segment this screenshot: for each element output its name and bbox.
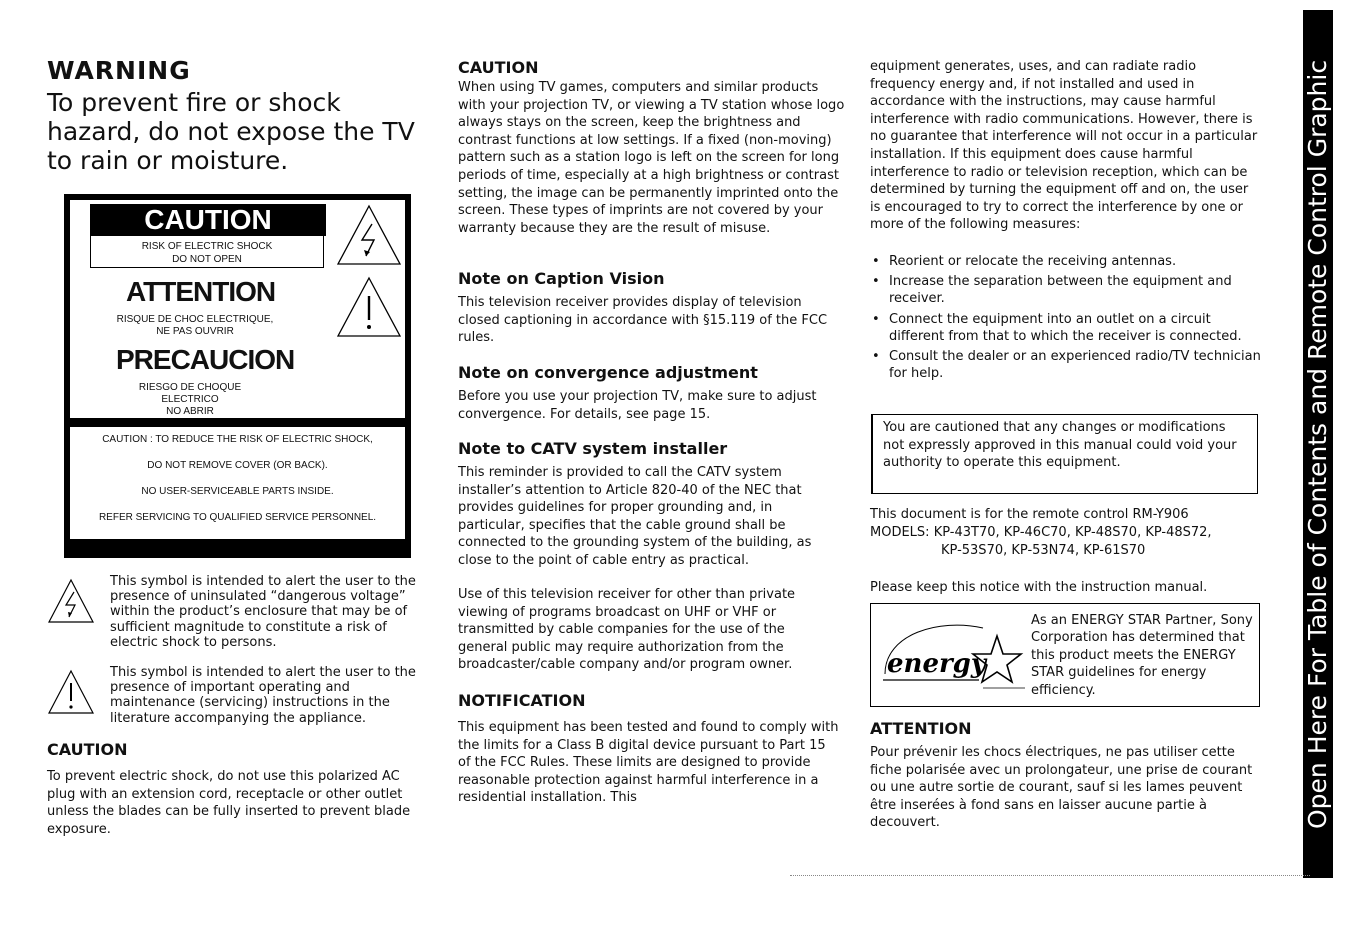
attention-label-line2: NE PAS OUVRIR: [156, 326, 234, 337]
caution-games-text: When using TV games, computers and similar products with your projection TV, or viewing a TV station whose logo always stays on the screen, keep the brightness and contrast functions at low settings. If a fixed (non-moving) pattern such as a station logo is left on the screen for long periods of time, especially at a high brightness or contrast setting, the image can be permanently imprinted onto the screen. These types of imprints are not covered by your warranty because they are the result of misuse.: [458, 80, 845, 236]
energy-star-logo: [879, 614, 1027, 694]
catv-text-1: This reminder is provided to call the CATV system installer’s attention to Article 820-40 of the NEC that provides guidelines for proper grounding and, in particular, specifies that the cable ground shall be connected to the grounding system of the building, as close to the point of cable entry as practical.: [458, 465, 812, 568]
list-item: • Reorient or relocate the receiving antennas.: [870, 253, 1265, 270]
keep-notice-text: Please keep this notice with the instruction manual.: [870, 580, 1208, 595]
list-item: • Connect the equipment into an outlet on a circuit different from that to which the receiver is connected.: [870, 311, 1265, 345]
attention-fr-text: Pour prévenir les chocs électriques, ne pas utiliser cette fiche polarisée avec un prolongateur, une prise de courant ou une autre sortie de courant, sauf si les lames peuvent être inserées à fond sans en laisser aucune partie à decouvert.: [870, 745, 1253, 831]
list-item: • Consult the dealer or an experienced radio/TV technician for help.: [870, 348, 1265, 382]
precaucion-label-sub: [110, 382, 270, 418]
lightning-triangle-icon: [336, 204, 402, 266]
caution-label-title: CAUTION: [90, 204, 326, 236]
energy-star-box: [870, 603, 1260, 707]
caution-lower-line1: CAUTION : TO REDUCE THE RISK OF ELECTRIC SHOCK,: [102, 434, 373, 445]
notification-text: This equipment has been tested and found to comply with the limits for a Class B digital device pursuant to Part 15 of the FCC Rules. These limits are designed to provide reasonable protection against harmful interference in a residential installation. This: [458, 720, 839, 806]
attention-fr-heading: ATTENTION: [870, 719, 972, 738]
caution-label-line1: RISK OF ELECTRIC SHOCK: [141, 241, 273, 252]
caution-label-panel: [64, 194, 411, 558]
caption-vision-heading: Note on Caption Vision: [458, 269, 665, 288]
catv-text-2: Use of this television receiver for other than private viewing of programs broadcast on UHF or VHF or transmitted by cable companies for the use of the general public may require authorization from the broadcaster/cable company and/or program owner.: [458, 587, 796, 673]
energy-logo-text: energy: [887, 649, 986, 679]
caution-label-upper: [70, 200, 405, 418]
lightning-symbol-note: [47, 574, 427, 650]
energy-star-text: As an ENERGY STAR Partner, Sony Corporation has determined that this product meets the ENERGY STAR guidelines for energy efficiency.: [1031, 613, 1253, 698]
models-label: MODELS:: [870, 525, 930, 540]
sidebar-tab-label: Open Here For Table of Contents and Remote Control Graphic: [1303, 59, 1332, 829]
attention-label-title: ATTENTION: [126, 276, 276, 307]
models-line-1: KP-43T70, KP-46C70, KP-48S70, KP-48S72,: [933, 525, 1212, 540]
precaucion-label-line2: NO ABRIR: [166, 406, 214, 417]
interference-measures-list: [870, 253, 1265, 385]
caution-label-line2: DO NOT OPEN: [172, 254, 242, 265]
exclamation-symbol-note: [47, 665, 427, 726]
lightning-symbol-text: This symbol is intended to alert the user to the presence of uninsulated “dangerous voltage” within the product’s enclosure that may be of sufficient magnitude to constitute a risk of electric shock to persons.: [110, 574, 416, 650]
scan-artifact-line: [790, 875, 1310, 879]
caution-lower-line4: REFER SERVICING TO QUALIFIED SERVICE PERSONNEL.: [98, 512, 377, 523]
warning-heading: WARNING: [47, 56, 191, 85]
convergence-heading: Note on convergence adjustment: [458, 363, 758, 382]
notification-heading: NOTIFICATION: [458, 691, 586, 710]
caption-vision-text: This television receiver provides display of television closed captioning in accordance with §15.119 of the FCC rules.: [458, 295, 828, 346]
caution-games-heading: CAUTION: [458, 58, 539, 77]
exclamation-triangle-icon: [47, 669, 95, 715]
precaucion-label-line1: RIESGO DE CHOQUE ELECTRICO: [138, 382, 242, 405]
exclamation-symbol-text: This symbol is intended to alert the user to the presence of important operating and maintenance (servicing) instructions in the literature accompanying the appliance.: [110, 665, 416, 726]
caution-label-lower: [70, 427, 405, 539]
caution-label-sub: [90, 236, 324, 268]
catv-heading: Note to CATV system installer: [458, 439, 728, 458]
attention-label-sub: [110, 314, 280, 338]
precaucion-label-title: PRECAUCION: [116, 344, 295, 375]
lightning-triangle-icon: [47, 578, 95, 624]
notification-continued-text: equipment generates, uses, and can radiate radio frequency energy and, if not installed and used in accordance with the instructions, may cause harmful interference with radio communications. However, there is no guarantee that interference will not occur in a particular installation. If this equipment does cause harmful interference to radio or television reception, which can be determined by turning the equipment off and on, the user is encouraged to try to correct the interference by one or more of the following measures:: [870, 59, 1258, 233]
caution-plug-heading: CAUTION: [47, 740, 128, 759]
attention-label-line1: RISQUE DE CHOC ELECTRIQUE,: [116, 314, 274, 325]
models-block: [870, 524, 1262, 559]
models-line-2: KP-53S70, KP-53N74, KP-61S70: [941, 542, 1146, 558]
cautioned-box: You are cautioned that any changes or modifications not expressly approved in this manual could void your authority to operate this equipment.: [871, 414, 1258, 494]
caution-lower-line2: DO NOT REMOVE COVER (OR BACK).: [147, 460, 328, 471]
convergence-text: Before you use your projection TV, make sure to adjust convergence. For details, see page 15.: [458, 389, 817, 422]
warning-subheading: To prevent fire or shock hazard, do not expose the TV to rain or moisture.: [47, 88, 415, 175]
exclamation-triangle-icon: [336, 276, 402, 338]
list-item: • Increase the separation between the equipment and receiver.: [870, 273, 1265, 307]
remote-document-line: This document is for the remote control RM-Y906: [870, 507, 1189, 522]
caution-plug-text: To prevent electric shock, do not use this polarized AC plug with an extension cord, receptacle or other outlet unless the blades can be fully inserted to prevent blade exposure.: [47, 769, 411, 837]
caution-lower-line3: NO USER-SERVICEABLE PARTS INSIDE.: [141, 486, 334, 497]
